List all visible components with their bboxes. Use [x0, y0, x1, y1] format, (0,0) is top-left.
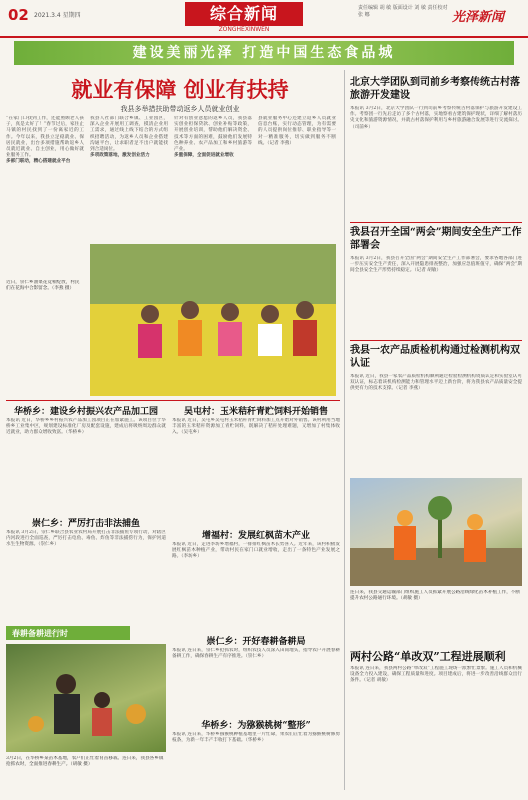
masthead-logo: 光泽新闻 — [452, 10, 505, 25]
slogan-banner: 建设美丽光泽 打造中国生态食品城 — [14, 41, 514, 65]
lead-column-3 — [174, 116, 252, 240]
right-story-2-headline: 我县召开全国“两会”期间安全生产工作部署会 — [350, 227, 522, 251]
lead-col3-subhead: 多重保障，全面促进就业增收 — [174, 153, 234, 159]
lead-col2-text: 我县人社部门联合乡镇、工业园区，深入企业开展用工调查，摸清企业用工需求，通过线上线下结合的方式组织招聘活动，为返乡人员和企业搭建沟通平台，让求职者足不出户就能找到合适岗位。 — [90, 116, 168, 153]
rapeseed-field-photo — [90, 244, 336, 396]
story-wutun-text: 本报讯 近日，吴屯乡吴屯村玉米秸秆青贮饲料加工点开始对外销售。该村利用当地丰富的玉米秸秆资源加工青贮饲料，既解决了秸秆处理难题，又增加了村集体收入。（吴屯乡） — [172, 418, 340, 436]
story-chongren-fishing-text: 本报讯 3月2日，崇仁乡联合县农业农村局开展打击非法捕鱼专项行动，对辖区内河段进行全面巡查，严厉打击电鱼、毒鱼、炸鱼等非法捕捞行为，保护河道水生生物资源。（崇仁乡） — [6, 530, 166, 548]
story-kiwi-headline: 华桥乡：为猕猴桃树“整形” — [201, 721, 311, 731]
lead-col2-subhead: 多项政策落地，激发创业活力 — [90, 153, 150, 159]
section-title: 综合新闻 — [185, 2, 303, 26]
story-chongren-spring-headline: 崇仁乡：开好春耕备耕局 — [206, 637, 306, 647]
story-chongren-spring-text: 本报讯 连日来，崇仁乡抢抓农时，组织农技人员深入田间地头，指导农户开展春耕备耕工作，确保春耕生产有序推进。（崇仁乡） — [172, 648, 340, 660]
seedling-photo-caption: 3月2日，在华桥乡某苗木基地，农户们正忙着育苗移栽。连日来，我县各乡镇抢抓农时，全面推进春耕生产。（胡敏 摄） — [6, 756, 164, 768]
tree-planting-photo — [350, 478, 522, 586]
page-number: 02 — [8, 6, 29, 24]
women-in-flower-field-image — [90, 244, 336, 396]
right-story-3-text: 本报讯 近日，我县一家农产品质检机构顺利通过检验检测机构资质认定和实验室认可双认证，标志着该机构检测能力和管理水平迈上新台阶，将为我县农产品质量安全提供更有力的技术支撑。（记者 李燕） — [350, 374, 522, 392]
section-subtitle: ZONGHEXINWEN — [218, 26, 270, 33]
story-chongren-fishing-headline: 崇仁乡：严厉打击非法捕鱼 — [31, 519, 140, 529]
lead-column-1 — [6, 116, 84, 276]
story-wutun-headline: 吴屯村：玉米秸秆青贮饲料开始销售 — [183, 407, 328, 417]
lead-column-4 — [258, 116, 336, 240]
lead-subheadline: 我县多举措扶助带动返乡人员就业创业 — [120, 105, 240, 113]
story-huaqiao-headline: 华桥乡：建设乡村振兴农产品加工园 — [13, 407, 158, 417]
story-zengfu-text: 本报讯 近日，走进李坊乡增福村，一排排红枫苗木长势喜人。近年来，该村积极发展红枫苗木种植产业，带动村民在家门口就业增收，走出了一条特色产业发展之路。（李坊乡） — [172, 542, 340, 560]
lead-col4-text: 县就业服务中心还建立返乡人员就业信息台账，实行动态管理，为有需要的人员提供岗位推荐、职业指导等一对一精准服务，切实做到服务不断线。（记者 李燕） — [258, 116, 336, 146]
right-story-4-text: 本报讯 连日来，我县两村公路“单改双”工程施工现场一派繁忙景象。施工人员和机械设备全力投入建设，确保工程质量和进度。项目建成后，将进一步改善沿线群众出行条件。（记者 胡敏） — [350, 666, 522, 684]
story-kiwi-text: 本报讯 连日来，华桥乡猕猴桃种植基地里一片忙碌，果农们正忙着为猕猴桃树修剪枝条，为新一年丰产丰收打下基础。（华桥乡） — [172, 732, 340, 744]
lead-headline: 就业有保障 创业有扶持 — [71, 77, 289, 102]
issue-date: 2021.3.4 星期四 — [34, 12, 81, 19]
lead-column-2 — [90, 116, 168, 240]
mid-rule — [6, 400, 340, 401]
right-rule-2 — [350, 340, 522, 341]
right-rule-1 — [350, 222, 522, 223]
column-divider — [344, 70, 345, 790]
tree-photo-caption: 连日来，我县交通运输部门组织施工人员抓紧开展公路沿线绿化苗木补植工作，不断提升农村公路通行环境。（胡敏 摄） — [350, 590, 520, 602]
header-rule — [0, 36, 528, 38]
lead-col1-subhead: 多部门联动，精心搭建就业平台 — [6, 159, 71, 165]
right-story-1-text: 本报讯 3月2日，北京大学团队一行到司前乡考察传统古村落保护与旅游开发建设工作。考察团一行先后走访了多个古村落，实地察看古建筑保护现状，详细了解村落历史文化和旅游资源情况，并就古村落保护利用与乡村旅游融合发展等进行交流探讨。（司前乡） — [350, 106, 522, 130]
main-photo-caption: 近日，崇仁乡油菜花竞相绽放，村民们在花海中合影留念。（李燕 摄） — [6, 280, 80, 292]
lead-col1-text: “在家门口找到工作，还能照顾老人孩子，真是太好了！”春节过后，家住止马镇的村民找到了一份离家近的工作。今年以来，我县立足稳就业、保居民就业，出台多项措施帮助返乡人员就近就业、自主创业，用心做好就业服务工作。 — [6, 116, 84, 159]
story-huaqiao-text: 本报讯 近日，华桥乡乡村振兴农产品加工园项目正在加紧施工。该项目位于华桥乡工业集中区，规划建设标准化厂房及配套设施，建成后将吸纳周边群众就近就业，助力群众增收致富。（华桥乡） — [6, 418, 166, 436]
right-story-3-headline: 我县一农产品质检机构通过检测机构双认证 — [350, 345, 520, 369]
seedling-photo — [6, 644, 166, 752]
editor-credits: 责任编辑 胡 敏 版面设计 刘 敏 责任校对 张 娜 — [358, 5, 448, 18]
right-story-2-text: 本报讯 3月2日，我县召开全国“两会”期间安全生产工作部署会，要求各地各部门进一步压实安全生产责任，深入开展隐患排查整治，加强应急值班值守，确保“两会”期间全县安全生产形势持续稳定。（记者 胡敏） — [350, 256, 522, 274]
lead-col3-text: 针对有创业意愿的返乡人员，我县落实创业担保贷款、创业补贴等政策，开展创业培训，帮助他们解决资金、技术等方面的困难，鼓励他们发展特色种养业、农产品加工和乡村旅游等产业。 — [174, 116, 252, 153]
right-story-4-headline: 两村公路“单改双”工程进展顺利 — [350, 650, 506, 663]
workers-planting-image — [350, 478, 522, 586]
spring-farming-section-tag: 春耕备耕进行时 — [6, 626, 130, 640]
family-with-seedlings-image — [6, 644, 166, 752]
story-zengfu-headline: 增福村：发展红枫苗木产业 — [201, 531, 310, 541]
right-story-1-headline: 北京大学团队到司前乡考察传统古村落旅游开发建设 — [350, 77, 520, 101]
